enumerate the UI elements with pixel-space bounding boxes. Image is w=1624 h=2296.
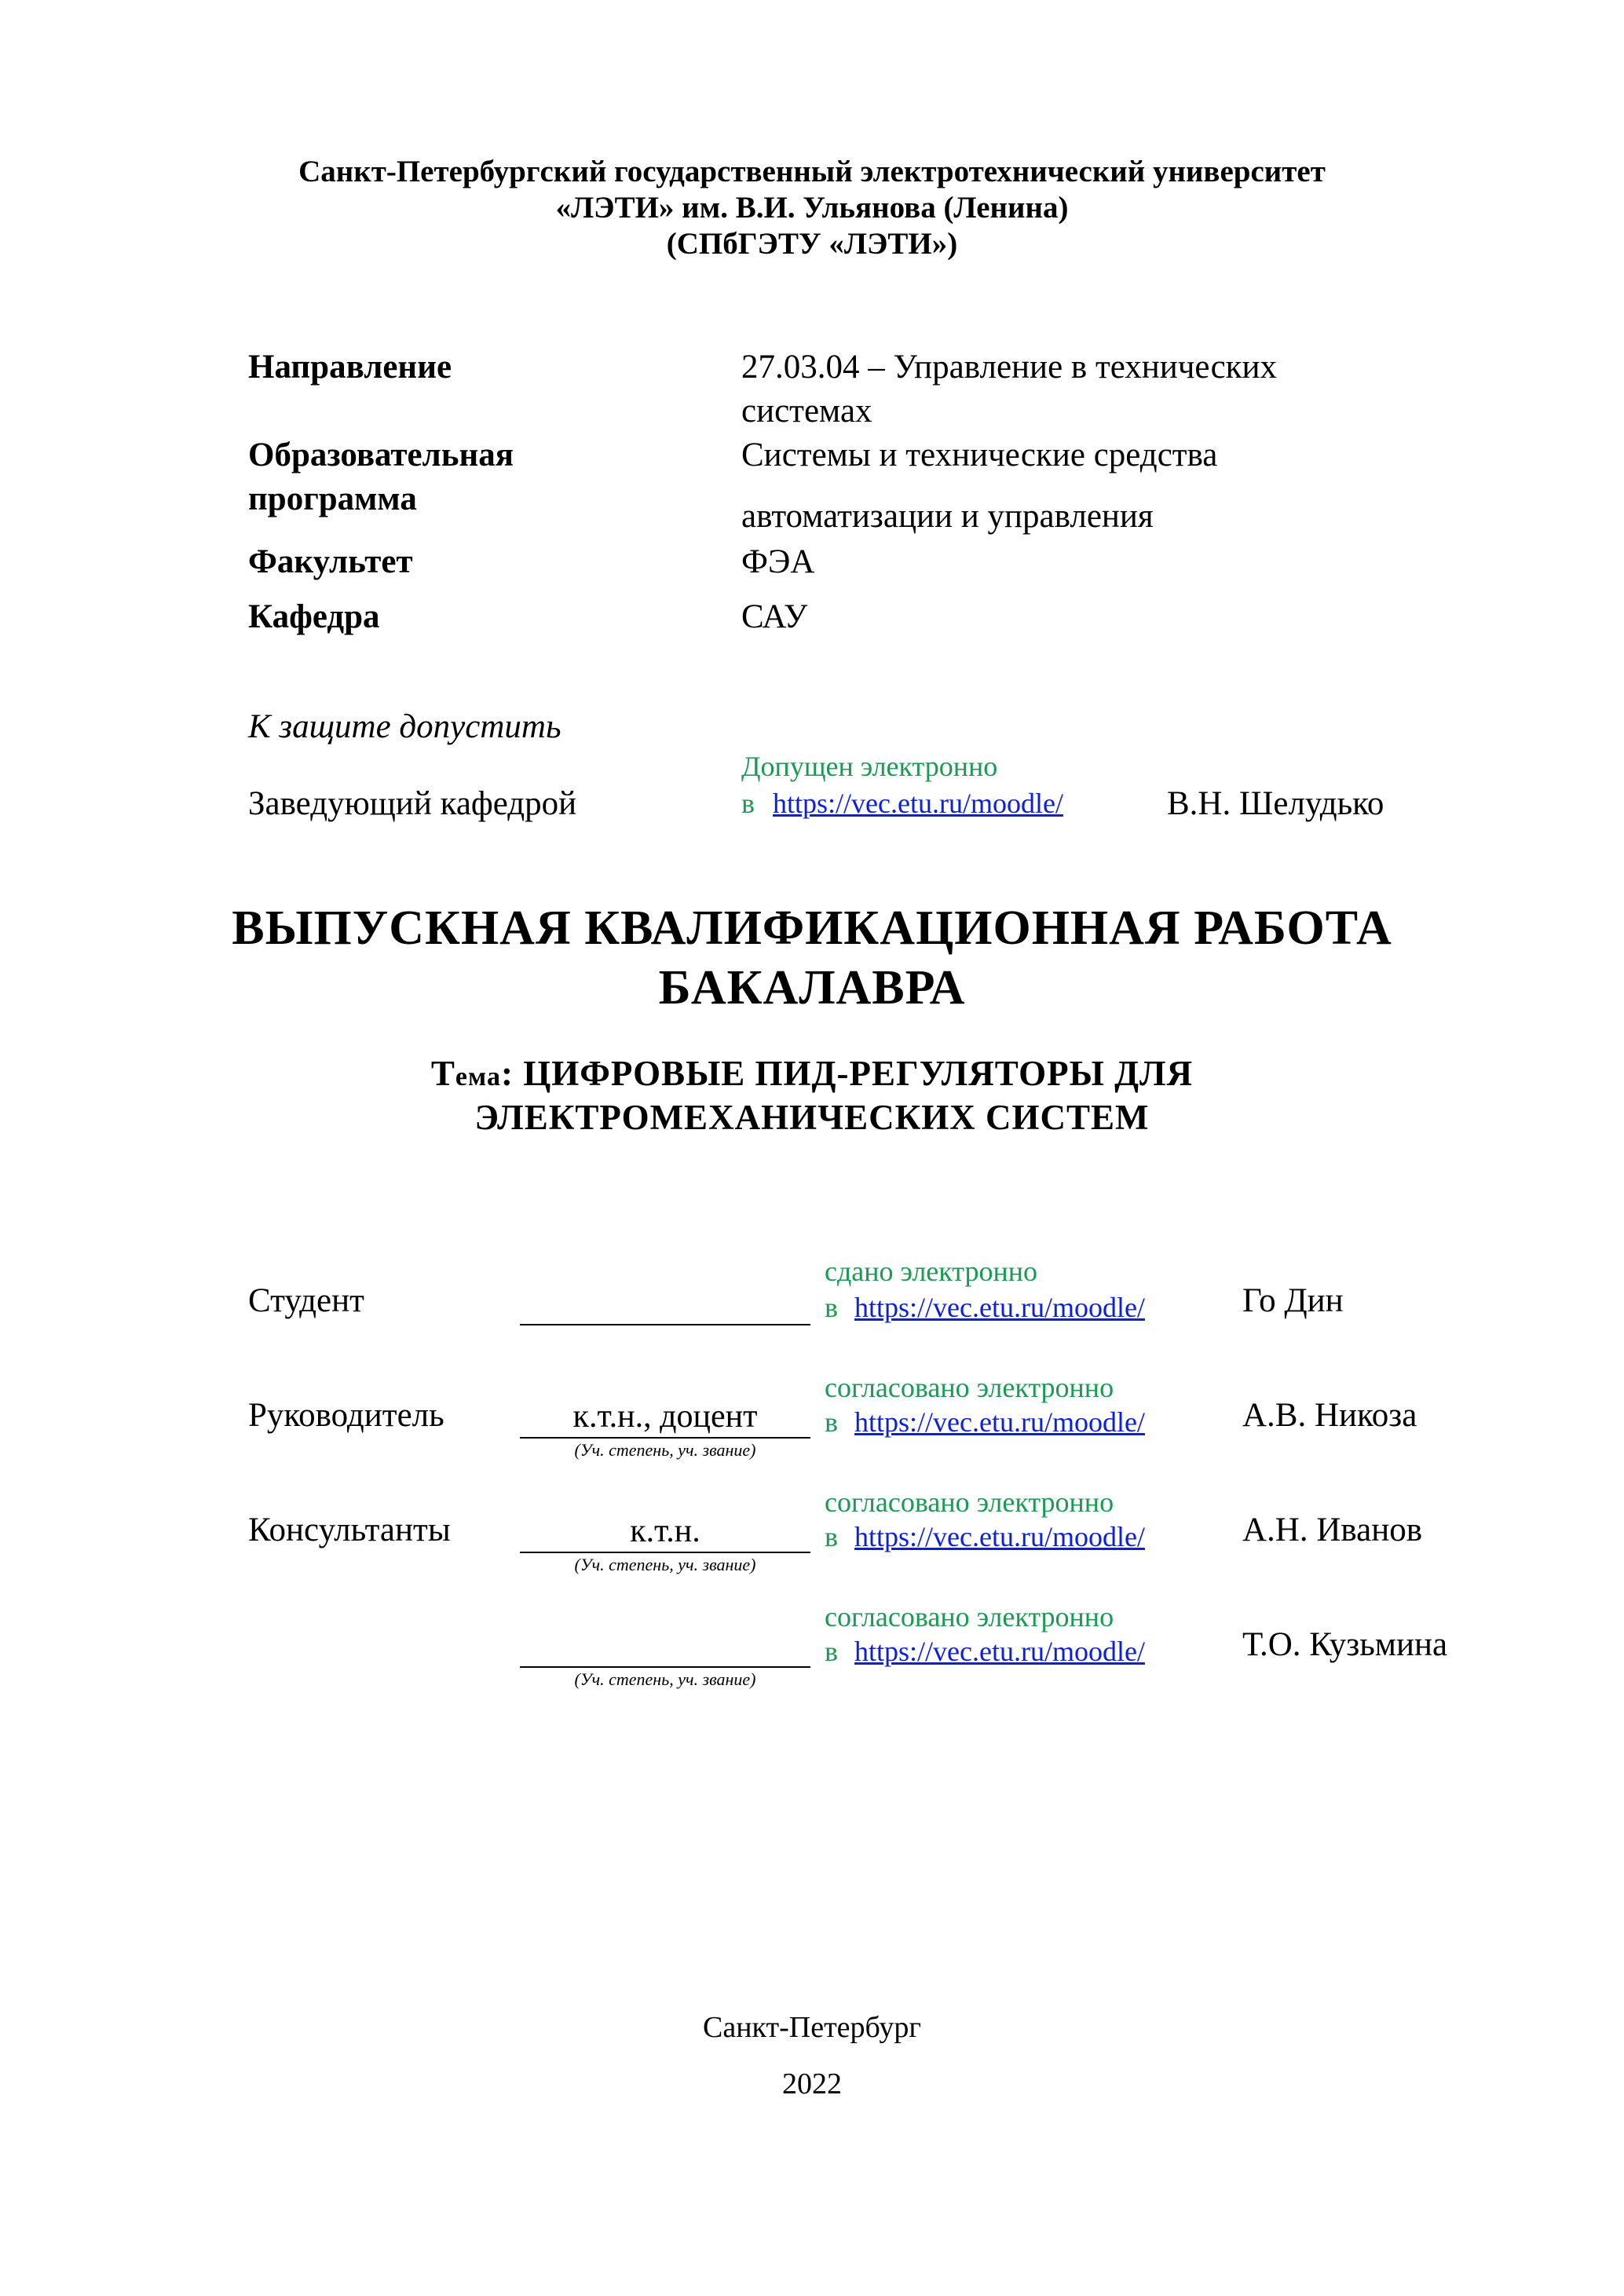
supervisor-link-prefix: в [825, 1406, 838, 1438]
topic-text-line1: ЦИФРОВЫЕ ПИД-РЕГУЛЯТОРЫ ДЛЯ [523, 1054, 1194, 1093]
head-of-department-label: Заведующий кафедрой [248, 785, 577, 822]
consultant1-degree-caption: (Уч. степень, уч. звание) [574, 1555, 756, 1574]
consultant2-status: согласовано электронно [825, 1601, 1114, 1632]
supervisor-status: согласовано электронно [825, 1372, 1114, 1403]
university-abbr: (СПбГЭТУ «ЛЭТИ») [666, 227, 958, 261]
consultant1-link[interactable]: https://vec.etu.ru/moodle/ [854, 1521, 1145, 1552]
direction-label: Направление [248, 349, 452, 386]
head-of-department-name: В.Н. Шелудько [1167, 785, 1384, 822]
topic-colon: : [500, 1054, 514, 1093]
direction-value-line1: 27.03.04 – Управление в технических [741, 349, 1278, 386]
admission-status: Допущен электронно [741, 751, 998, 782]
student-name: Го Дин [1242, 1282, 1344, 1319]
program-label-line2: программа [248, 481, 417, 517]
consultant2-degree-caption: (Уч. степень, уч. звание) [574, 1669, 756, 1689]
consultant1-signature-line [520, 1552, 810, 1553]
supervisor-link[interactable]: https://vec.etu.ru/moodle/ [854, 1406, 1145, 1438]
program-label-line1: Образовательная [248, 437, 514, 473]
supervisor-name: А.В. Никоза [1242, 1397, 1417, 1434]
topic-prefix-cap: Т [430, 1054, 455, 1093]
admission-heading: К защите допустить [248, 708, 561, 745]
admission-link-prefix: в [741, 788, 755, 819]
thesis-title-line1: ВЫПУСКНАЯ КВАЛИФИКАЦИОННАЯ РАБОТА [232, 901, 1392, 955]
student-link[interactable]: https://vec.etu.ru/moodle/ [854, 1292, 1145, 1323]
department-value: САУ [741, 598, 808, 635]
consultant1-degree: к.т.н. [630, 1513, 700, 1549]
consultant2-link-prefix: в [825, 1636, 838, 1667]
faculty-value: ФЭА [741, 543, 815, 580]
supervisor-degree: к.т.н., доцент [572, 1398, 758, 1435]
university-name-line2: «ЛЭТИ» им. В.И. Ульянова (Ленина) [555, 191, 1069, 225]
thesis-title-line2: БАКАЛАВРА [658, 961, 966, 1015]
student-link-prefix: в [825, 1292, 838, 1323]
topic-text-line2: ЭЛЕКТРОМЕХАНИЧЕСКИХ СИСТЕМ [474, 1098, 1150, 1137]
consultant1-name: А.Н. Иванов [1242, 1512, 1423, 1548]
program-value-line1: Системы и технические средства [741, 437, 1218, 473]
consultant1-link-prefix: в [825, 1521, 838, 1552]
student-status: сдано электронно [825, 1256, 1038, 1287]
topic-line1 [0, 1052, 1624, 1099]
consultant1-status: согласовано электронно [825, 1486, 1114, 1518]
consultant2-name: Т.О. Кузьмина [1242, 1626, 1448, 1663]
student-label: Студент [248, 1282, 364, 1319]
supervisor-label: Руководитель [248, 1397, 444, 1434]
student-signature-line [520, 1324, 810, 1325]
university-name-line1: Санкт-Петербургский государственный электротехнический университет [298, 155, 1326, 188]
supervisor-degree-caption: (Уч. степень, уч. звание) [574, 1440, 756, 1460]
consultant2-link[interactable]: https://vec.etu.ru/moodle/ [854, 1636, 1145, 1667]
direction-value-line2: системах [741, 393, 872, 430]
consultant2-signature-line [520, 1666, 810, 1668]
supervisor-signature-line [520, 1437, 810, 1439]
faculty-label: Факультет [248, 543, 413, 580]
admission-link[interactable]: https://vec.etu.ru/moodle/ [773, 788, 1063, 819]
department-label: Кафедра [248, 598, 380, 635]
topic-prefix-rest: ема [455, 1062, 501, 1091]
program-value-line2: автоматизации и управления [741, 498, 1154, 535]
city: Санкт-Петербург [702, 2011, 922, 2044]
consultants-label: Консультанты [248, 1512, 451, 1548]
year: 2022 [782, 2067, 842, 2100]
